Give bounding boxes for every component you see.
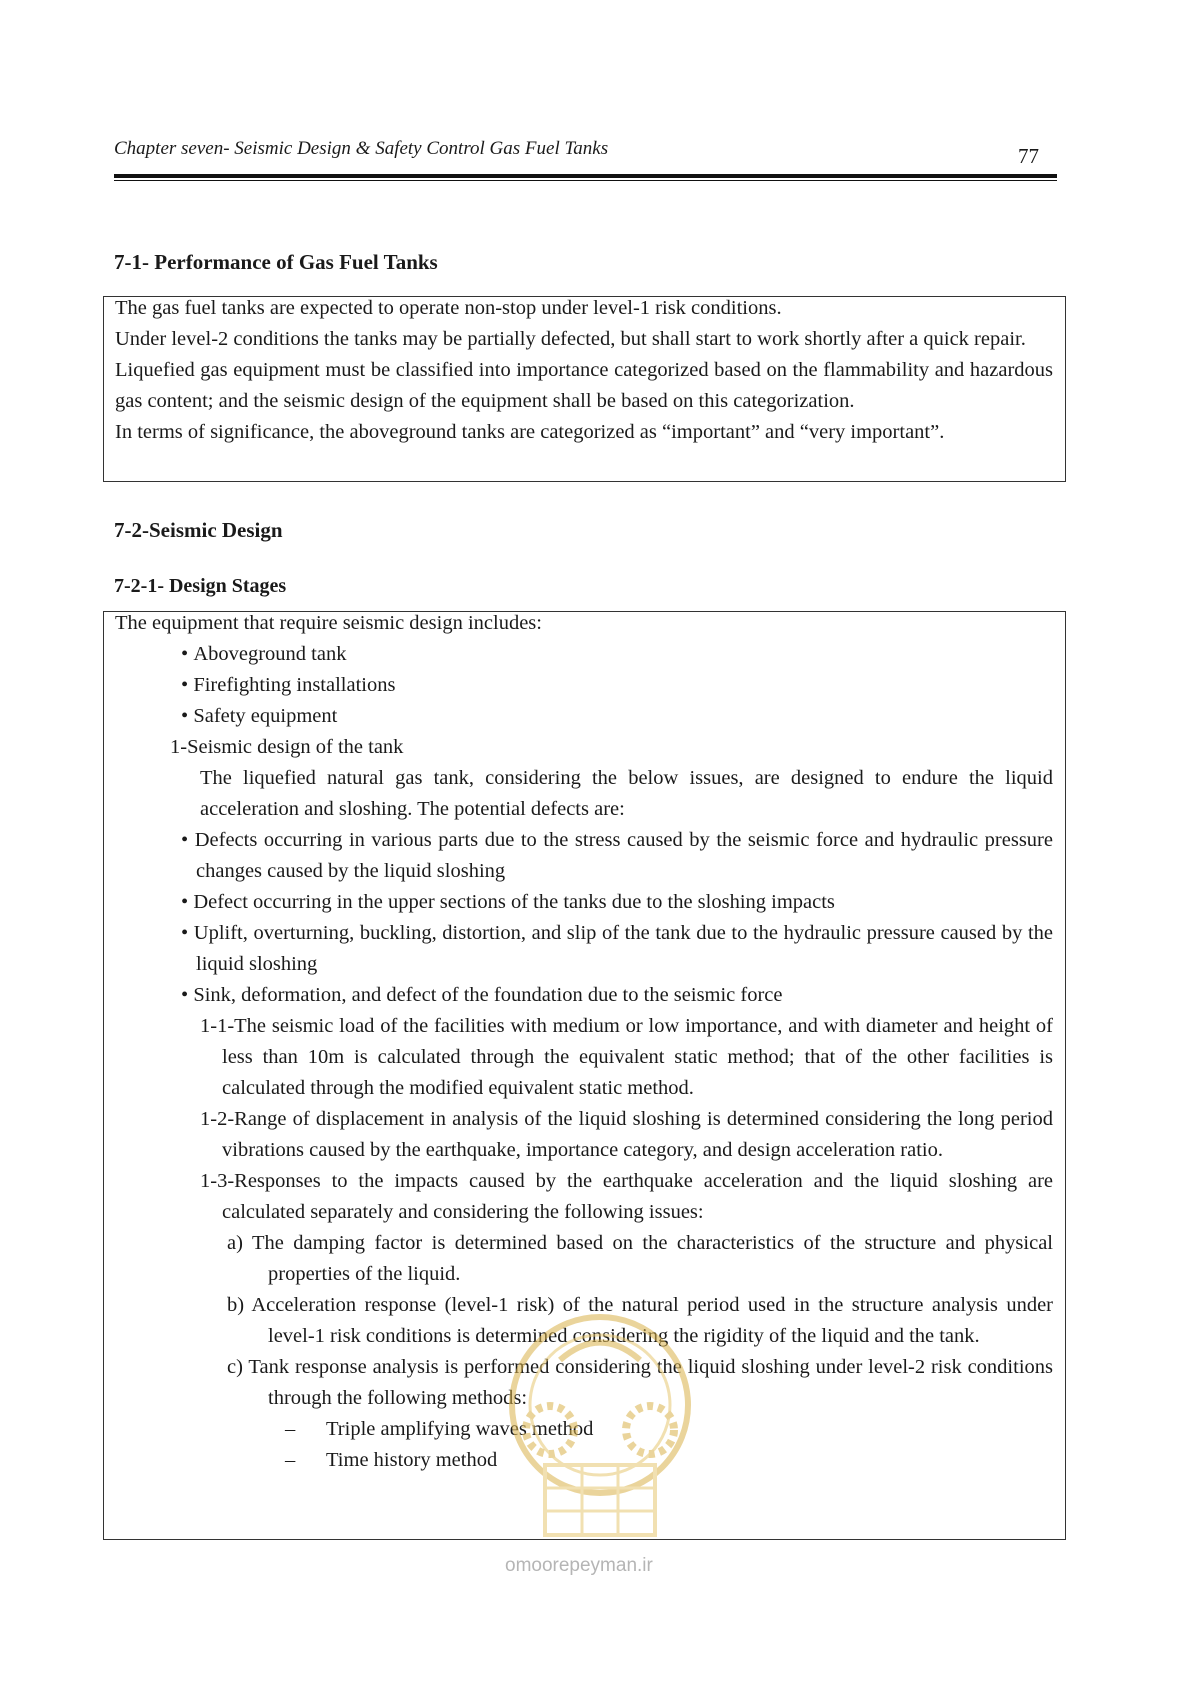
header-rule-thick — [114, 174, 1057, 178]
bullet-text: Defect occurring in the upper sections of the tanks due to the sloshing impacts — [193, 891, 835, 913]
paragraph: In terms of significance, the aboveground tanks are categorized as “important” and “very important”. — [115, 421, 945, 443]
paragraph: Liquefied gas equipment must be classified into importance categorized based on the flammability and hazardous gas content; and the seismic design of the equipment shall be based on this categorization. — [115, 359, 1053, 412]
paragraph: Under level-2 conditions the tanks may be partially defected, but shall start to work shortly after a quick repair. — [115, 328, 1026, 350]
defect-bullet: • Defect occurring in the upper sections of the tanks due to the sloshing impacts — [181, 891, 835, 913]
item-1-text: The liquefied natural gas tank, considering the below issues, are designed to endure the liquid acceleration and sloshing. The potential defects are: — [200, 767, 1053, 820]
defect-bullet: • Sink, deformation, and defect of the foundation due to the seismic force — [181, 984, 783, 1006]
bullet-text: Firefighting installations — [193, 674, 396, 696]
running-header-title: Chapter seven- Seismic Design & Safety Control Gas Fuel Tanks — [114, 138, 609, 159]
item-1-title: 1-Seismic design of the tank — [170, 736, 404, 758]
sub-item: 1-3-Responses to the impacts caused by the earthquake acceleration and the liquid sloshing are calculated separately and considering the following issues: — [200, 1170, 1053, 1223]
section-7-2-heading: 7-2-Seismic Design — [114, 518, 283, 542]
bullet-text: Safety equipment — [193, 705, 338, 727]
equipment-bullet: • Safety equipment — [181, 705, 338, 727]
method-text: Triple amplifying waves method — [326, 1418, 594, 1440]
alpha-item: b) Acceleration response (level-1 risk) of the natural period used in the structure analysis under level-1 risk conditions is determined considering the rigidity of the liquid and the tank. — [227, 1294, 1053, 1347]
sub-item: 1-2-Range of displacement in analysis of the liquid sloshing is determined considering the long period vibrations caused by the earthquake, importance category, and design acceleration ratio. — [200, 1108, 1053, 1161]
alpha-item: a) The damping factor is determined based on the characteristics of the structure and physical properties of the liquid. — [227, 1232, 1053, 1285]
watermark-site-text: omoorepeyman.ir — [505, 1555, 653, 1576]
section-7-1-box — [103, 296, 1066, 482]
equipment-bullet: • Firefighting installations — [181, 674, 396, 696]
sub-item: 1-1-The seismic load of the facilities with medium or low importance, and with diameter and height of less than 10m is calculated through the equivalent static method; that of the other facilities is calculated through the modified equivalent static method. — [200, 1015, 1053, 1099]
paragraph: The gas fuel tanks are expected to operate non-stop under level-1 risk conditions. — [115, 297, 782, 319]
defect-bullet: • Uplift, overturning, buckling, distortion, and slip of the tank due to the hydraulic pressure caused by the liquid sloshing — [181, 922, 1053, 975]
method-item: – Time history method — [285, 1449, 498, 1471]
header-rule-thin — [114, 180, 1057, 181]
method-text: Time history method — [326, 1449, 498, 1471]
section-7-1-heading: 7-1- Performance of Gas Fuel Tanks — [114, 250, 438, 274]
bullet-text: Defects occurring in various parts due to the stress caused by the seismic force and hydraulic pressure changes caused by the liquid sloshing — [194, 829, 1053, 882]
method-item: – Triple amplifying waves method — [285, 1418, 594, 1440]
page-number: 77 — [1018, 144, 1039, 168]
section-7-2-1-heading: 7-2-1- Design Stages — [114, 575, 287, 597]
bullet-text: Sink, deformation, and defect of the foundation due to the seismic force — [193, 984, 783, 1006]
section-7-2-1-box — [103, 611, 1066, 1540]
defect-bullet: • Defects occurring in various parts due to the stress caused by the seismic force and hydraulic pressure changes caused by the liquid sloshing — [181, 829, 1053, 882]
intro-text: The equipment that require seismic design includes: — [115, 612, 542, 634]
bullet-text: Uplift, overturning, buckling, distortion, and slip of the tank due to the hydraulic pressure caused by the liquid sloshing — [193, 922, 1053, 975]
equipment-bullet: • Aboveground tank — [181, 643, 347, 665]
alpha-item: c) Tank response analysis is performed considering the liquid sloshing under level-2 risk conditions through the following methods: — [227, 1356, 1053, 1409]
bullet-text: Aboveground tank — [193, 643, 347, 665]
